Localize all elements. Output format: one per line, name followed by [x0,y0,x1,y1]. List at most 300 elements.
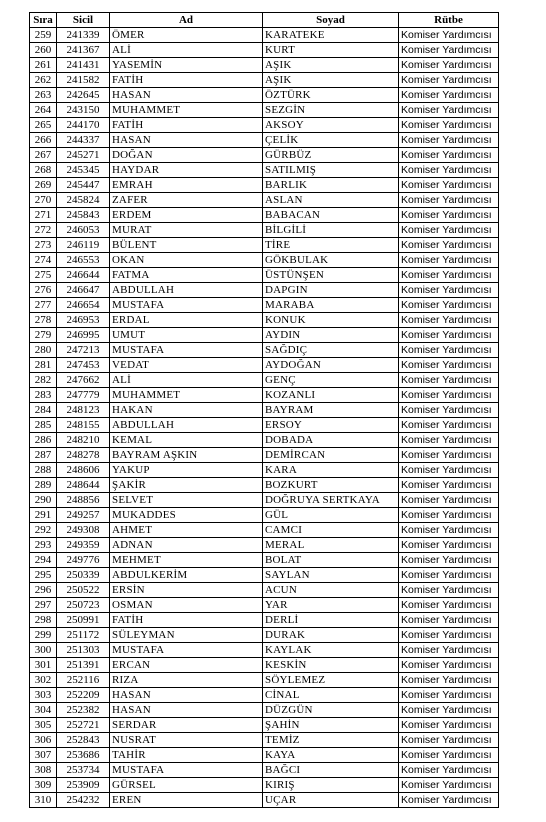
cell-soyad: GÖKBULAK [263,253,399,268]
cell-rutbe: Komiser Yardımcısı [399,733,499,748]
cell-soyad: BİLGİLİ [263,223,399,238]
cell-sira: 259 [30,28,57,43]
table-row [30,793,499,808]
table-row [30,778,499,793]
cell-rutbe: Komiser Yardımcısı [399,688,499,703]
cell-sira: 261 [30,58,57,73]
cell-rutbe: Komiser Yardımcısı [399,193,499,208]
cell-rutbe: Komiser Yardımcısı [399,238,499,253]
table-row [30,73,499,88]
cell-sira: 263 [30,88,57,103]
table-row [30,253,499,268]
cell-sira: 281 [30,358,57,373]
table-row [30,118,499,133]
cell-rutbe: Komiser Yardımcısı [399,613,499,628]
table-row [30,163,499,178]
cell-sicil: 241339 [57,28,110,43]
cell-rutbe: Komiser Yardımcısı [399,88,499,103]
cell-sira: 271 [30,208,57,223]
cell-soyad: DERLİ [263,613,399,628]
cell-sira: 266 [30,133,57,148]
cell-sicil: 246644 [57,268,110,283]
cell-rutbe: Komiser Yardımcısı [399,793,499,808]
cell-sicil: 245447 [57,178,110,193]
cell-sicil: 245271 [57,148,110,163]
cell-soyad: BAYRAM [263,403,399,418]
table-row [30,433,499,448]
cell-sicil: 248606 [57,463,110,478]
cell-ad: YASEMİN [110,58,263,73]
cell-soyad: BOLAT [263,553,399,568]
cell-ad: SERDAR [110,718,263,733]
cell-sicil: 250723 [57,598,110,613]
cell-soyad: MARABA [263,298,399,313]
cell-sicil: 244170 [57,118,110,133]
cell-rutbe: Komiser Yardımcısı [399,133,499,148]
cell-soyad: DEMİRCAN [263,448,399,463]
cell-ad: YAKUP [110,463,263,478]
cell-soyad: AŞIK [263,58,399,73]
table-row [30,238,499,253]
cell-sicil: 243150 [57,103,110,118]
table-row [30,313,499,328]
cell-rutbe: Komiser Yardımcısı [399,388,499,403]
cell-ad: GÜRSEL [110,778,263,793]
cell-sicil: 253686 [57,748,110,763]
cell-sira: 286 [30,433,57,448]
cell-sira: 291 [30,508,57,523]
cell-ad: FATİH [110,118,263,133]
cell-soyad: MERAL [263,538,399,553]
table-row [30,568,499,583]
cell-sira: 283 [30,388,57,403]
cell-sira: 307 [30,748,57,763]
cell-soyad: TEMİZ [263,733,399,748]
cell-rutbe: Komiser Yardımcısı [399,253,499,268]
cell-ad: MUSTAFA [110,343,263,358]
cell-sicil: 251172 [57,628,110,643]
cell-sira: 284 [30,403,57,418]
cell-sicil: 249776 [57,553,110,568]
cell-sira: 269 [30,178,57,193]
cell-sicil: 248123 [57,403,110,418]
cell-rutbe: Komiser Yardımcısı [399,538,499,553]
cell-rutbe: Komiser Yardımcısı [399,568,499,583]
table-row [30,43,499,58]
cell-sicil: 241367 [57,43,110,58]
cell-rutbe: Komiser Yardımcısı [399,313,499,328]
cell-sicil: 250522 [57,583,110,598]
cell-rutbe: Komiser Yardımcısı [399,283,499,298]
cell-sicil: 248278 [57,448,110,463]
cell-sira: 289 [30,478,57,493]
cell-sira: 280 [30,343,57,358]
cell-rutbe: Komiser Yardımcısı [399,658,499,673]
table-row [30,478,499,493]
cell-soyad: SAYLAN [263,568,399,583]
table-row [30,598,499,613]
cell-ad: DOĞAN [110,148,263,163]
cell-sicil: 253909 [57,778,110,793]
table-row [30,718,499,733]
cell-ad: MEHMET [110,553,263,568]
cell-soyad: SEZGİN [263,103,399,118]
cell-rutbe: Komiser Yardımcısı [399,148,499,163]
cell-sicil: 241431 [57,58,110,73]
cell-rutbe: Komiser Yardımcısı [399,343,499,358]
table-header [30,13,499,28]
cell-sira: 300 [30,643,57,658]
cell-ad: AHMET [110,523,263,538]
cell-rutbe: Komiser Yardımcısı [399,583,499,598]
table-row [30,178,499,193]
cell-rutbe: Komiser Yardımcısı [399,118,499,133]
cell-ad: KEMAL [110,433,263,448]
cell-sicil: 247213 [57,343,110,358]
cell-soyad: ASLAN [263,193,399,208]
table-row [30,418,499,433]
cell-ad: ALİ [110,373,263,388]
cell-soyad: CAMCI [263,523,399,538]
cell-sicil: 252116 [57,673,110,688]
cell-rutbe: Komiser Yardımcısı [399,508,499,523]
cell-rutbe: Komiser Yardımcısı [399,403,499,418]
table-row [30,388,499,403]
cell-soyad: ŞAHİN [263,718,399,733]
cell-ad: UMUT [110,328,263,343]
table-row [30,373,499,388]
cell-rutbe: Komiser Yardımcısı [399,493,499,508]
cell-ad: MUHAMMET [110,103,263,118]
cell-ad: OKAN [110,253,263,268]
table-row [30,613,499,628]
cell-soyad: AYDIN [263,328,399,343]
cell-sira: 282 [30,373,57,388]
cell-sira: 298 [30,613,57,628]
cell-soyad: KOZANLI [263,388,399,403]
cell-ad: HASAN [110,88,263,103]
cell-rutbe: Komiser Yardımcısı [399,628,499,643]
cell-sira: 290 [30,493,57,508]
cell-ad: EMRAH [110,178,263,193]
cell-sicil: 245824 [57,193,110,208]
cell-sira: 305 [30,718,57,733]
cell-soyad: GÜRBÜZ [263,148,399,163]
cell-sira: 275 [30,268,57,283]
cell-sira: 295 [30,568,57,583]
cell-ad: EREN [110,793,263,808]
cell-soyad: KIRIŞ [263,778,399,793]
cell-sira: 302 [30,673,57,688]
cell-soyad: AŞIK [263,73,399,88]
cell-sicil: 252382 [57,703,110,718]
cell-ad: HASAN [110,688,263,703]
cell-rutbe: Komiser Yardımcısı [399,478,499,493]
cell-soyad: KESKİN [263,658,399,673]
cell-rutbe: Komiser Yardımcısı [399,673,499,688]
table-row [30,673,499,688]
cell-soyad: UÇAR [263,793,399,808]
table-row [30,103,499,118]
cell-soyad: KONUK [263,313,399,328]
cell-ad: MUSTAFA [110,298,263,313]
cell-sicil: 246553 [57,253,110,268]
cell-sicil: 249359 [57,538,110,553]
cell-sira: 278 [30,313,57,328]
cell-sicil: 248155 [57,418,110,433]
cell-sira: 277 [30,298,57,313]
cell-rutbe: Komiser Yardımcısı [399,448,499,463]
cell-ad: HAKAN [110,403,263,418]
cell-ad: HAYDAR [110,163,263,178]
table-row [30,328,499,343]
cell-soyad: KARATEKE [263,28,399,43]
cell-sira: 301 [30,658,57,673]
table-row [30,193,499,208]
cell-rutbe: Komiser Yardımcısı [399,328,499,343]
table-row [30,763,499,778]
cell-sira: 287 [30,448,57,463]
table-row [30,88,499,103]
cell-rutbe: Komiser Yardımcısı [399,73,499,88]
cell-rutbe: Komiser Yardımcısı [399,643,499,658]
cell-rutbe: Komiser Yardımcısı [399,463,499,478]
cell-sicil: 245843 [57,208,110,223]
cell-sicil: 248644 [57,478,110,493]
cell-sicil: 246995 [57,328,110,343]
cell-rutbe: Komiser Yardımcısı [399,43,499,58]
cell-sicil: 246953 [57,313,110,328]
cell-sicil: 253734 [57,763,110,778]
table-row [30,703,499,718]
table-row [30,583,499,598]
cell-ad: BÜLENT [110,238,263,253]
cell-rutbe: Komiser Yardımcısı [399,598,499,613]
cell-rutbe: Komiser Yardımcısı [399,703,499,718]
cell-soyad: DOBADA [263,433,399,448]
table-row [30,208,499,223]
table-row [30,748,499,763]
cell-ad: ZAFER [110,193,263,208]
column-header-sira: Sıra [30,13,57,28]
cell-ad: BAYRAM AŞKIN [110,448,263,463]
cell-sira: 294 [30,553,57,568]
cell-ad: MUSTAFA [110,643,263,658]
cell-soyad: DOĞRUYA SERTKAYA [263,493,399,508]
cell-ad: FATİH [110,73,263,88]
cell-sicil: 254232 [57,793,110,808]
cell-rutbe: Komiser Yardımcısı [399,103,499,118]
cell-sicil: 252209 [57,688,110,703]
cell-sicil: 247453 [57,358,110,373]
table-row [30,628,499,643]
cell-sira: 268 [30,163,57,178]
cell-rutbe: Komiser Yardımcısı [399,298,499,313]
table-row [30,58,499,73]
cell-rutbe: Komiser Yardımcısı [399,553,499,568]
cell-soyad: AYDOĞAN [263,358,399,373]
cell-rutbe: Komiser Yardımcısı [399,373,499,388]
cell-sicil: 247662 [57,373,110,388]
table-row [30,508,499,523]
cell-sira: 292 [30,523,57,538]
cell-ad: HASAN [110,133,263,148]
cell-sira: 309 [30,778,57,793]
cell-sira: 303 [30,688,57,703]
column-header-soyad: Soyad [263,13,399,28]
cell-sira: 270 [30,193,57,208]
cell-ad: VEDAT [110,358,263,373]
cell-ad: ABDULLAH [110,283,263,298]
cell-soyad: BAĞCI [263,763,399,778]
cell-sicil: 248210 [57,433,110,448]
cell-rutbe: Komiser Yardımcısı [399,268,499,283]
cell-ad: MUHAMMET [110,388,263,403]
cell-sicil: 244337 [57,133,110,148]
cell-rutbe: Komiser Yardımcısı [399,358,499,373]
cell-sira: 308 [30,763,57,778]
cell-sicil: 250339 [57,568,110,583]
cell-soyad: KAYA [263,748,399,763]
cell-ad: SÜLEYMAN [110,628,263,643]
cell-ad: ABDULKERİM [110,568,263,583]
cell-soyad: BABACAN [263,208,399,223]
cell-soyad: SAĞDIÇ [263,343,399,358]
cell-soyad: GÜL [263,508,399,523]
cell-rutbe: Komiser Yardımcısı [399,763,499,778]
column-header-sicil: Sicil [57,13,110,28]
cell-sira: 262 [30,73,57,88]
table-row [30,523,499,538]
cell-soyad: SATILMIŞ [263,163,399,178]
cell-soyad: BARLIK [263,178,399,193]
cell-sira: 276 [30,283,57,298]
cell-ad: FATMA [110,268,263,283]
cell-sira: 285 [30,418,57,433]
cell-sira: 288 [30,463,57,478]
cell-sira: 267 [30,148,57,163]
cell-soyad: BOZKURT [263,478,399,493]
cell-ad: OSMAN [110,598,263,613]
table-row [30,658,499,673]
cell-sira: 273 [30,238,57,253]
table-row [30,493,499,508]
cell-sicil: 251303 [57,643,110,658]
cell-rutbe: Komiser Yardımcısı [399,28,499,43]
cell-soyad: CİNAL [263,688,399,703]
cell-rutbe: Komiser Yardımcısı [399,208,499,223]
cell-rutbe: Komiser Yardımcısı [399,58,499,73]
table-row [30,733,499,748]
cell-ad: ALİ [110,43,263,58]
cell-soyad: KAYLAK [263,643,399,658]
cell-soyad: ÜSTÜNŞEN [263,268,399,283]
cell-sira: 296 [30,583,57,598]
table-row [30,553,499,568]
table-row [30,298,499,313]
cell-sicil: 252721 [57,718,110,733]
cell-soyad: TİRE [263,238,399,253]
cell-sicil: 242645 [57,88,110,103]
cell-ad: ERSİN [110,583,263,598]
cell-ad: RIZA [110,673,263,688]
cell-soyad: GENÇ [263,373,399,388]
cell-soyad: KARA [263,463,399,478]
table-body [30,28,499,808]
cell-rutbe: Komiser Yardımcısı [399,433,499,448]
cell-ad: ERCAN [110,658,263,673]
cell-sira: 293 [30,538,57,553]
cell-rutbe: Komiser Yardımcısı [399,178,499,193]
table-row [30,358,499,373]
cell-rutbe: Komiser Yardımcısı [399,778,499,793]
cell-sira: 279 [30,328,57,343]
cell-sira: 272 [30,223,57,238]
cell-rutbe: Komiser Yardımcısı [399,718,499,733]
table-row [30,28,499,43]
table-row [30,283,499,298]
cell-ad: NUSRAT [110,733,263,748]
table-row [30,643,499,658]
cell-sicil: 247779 [57,388,110,403]
cell-soyad: ÖZTÜRK [263,88,399,103]
cell-ad: ABDULLAH [110,418,263,433]
cell-sicil: 249257 [57,508,110,523]
cell-sicil: 241582 [57,73,110,88]
cell-sira: 264 [30,103,57,118]
table-row [30,463,499,478]
cell-ad: SELVET [110,493,263,508]
table-row [30,343,499,358]
cell-sira: 297 [30,598,57,613]
cell-sicil: 246053 [57,223,110,238]
table-row [30,448,499,463]
cell-sicil: 245345 [57,163,110,178]
cell-soyad: KURT [263,43,399,58]
cell-rutbe: Komiser Yardımcısı [399,163,499,178]
cell-soyad: ACUN [263,583,399,598]
cell-sicil: 246647 [57,283,110,298]
cell-sicil: 251391 [57,658,110,673]
cell-ad: MUKADDES [110,508,263,523]
column-header-ad: Ad [110,13,263,28]
column-header-rutbe: Rütbe [399,13,499,28]
cell-sicil: 246119 [57,238,110,253]
cell-sira: 274 [30,253,57,268]
cell-sicil: 249308 [57,523,110,538]
table-row [30,148,499,163]
table-row [30,688,499,703]
table-row [30,133,499,148]
cell-ad: ERDAL [110,313,263,328]
cell-soyad: SÖYLEMEZ [263,673,399,688]
cell-rutbe: Komiser Yardımcısı [399,418,499,433]
cell-soyad: DÜZGÜN [263,703,399,718]
cell-soyad: AKSOY [263,118,399,133]
cell-sicil: 246654 [57,298,110,313]
cell-rutbe: Komiser Yardımcısı [399,223,499,238]
cell-ad: ERDEM [110,208,263,223]
cell-soyad: DURAK [263,628,399,643]
cell-soyad: YAR [263,598,399,613]
table-row [30,538,499,553]
table-row [30,403,499,418]
cell-soyad: ERSOY [263,418,399,433]
header-row [30,13,499,28]
personnel-table [29,12,499,808]
cell-sira: 310 [30,793,57,808]
cell-ad: ŞAKİR [110,478,263,493]
